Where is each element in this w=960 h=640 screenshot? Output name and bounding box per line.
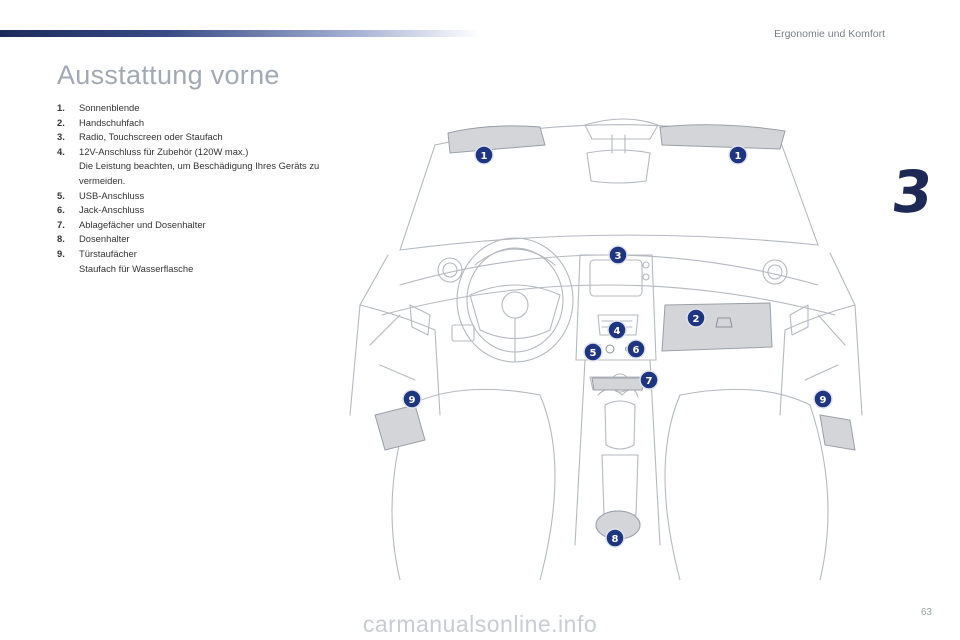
list-item-note: Staufach für Wasserflasche: [79, 262, 194, 274]
badge-8: [606, 529, 624, 547]
badge-5: [584, 343, 602, 361]
list-item: 8. Dosenhalter: [57, 233, 130, 245]
badge-4: [608, 321, 626, 339]
badge-6: [627, 340, 645, 358]
svg-text:6: 6: [632, 345, 640, 356]
badge-9-right: [814, 390, 832, 408]
svg-text:7: 7: [645, 376, 653, 387]
badge-2: [687, 309, 705, 327]
list-item: 1. Sonnenblende: [57, 102, 140, 113]
door-pocket-right: [820, 415, 855, 450]
sun-visor-left: [448, 126, 545, 153]
badge-3: [609, 246, 627, 264]
equipment-list: [57, 101, 327, 276]
svg-text:9: 9: [819, 395, 827, 406]
badge-1-left: [475, 146, 493, 164]
badge-9-left: [403, 390, 421, 408]
chapter-name: Ergonomie und Komfort: [774, 28, 885, 40]
door-pocket-left: [375, 405, 425, 450]
page-number: 63: [920, 607, 932, 618]
rearview-mirror: [587, 150, 650, 183]
list-item-note: Die Leistung beachten, um Beschädigung Ihres Geräts zu vermeiden.: [79, 160, 320, 186]
list-item: 9. Türstaufächer Staufach für Wasserflasche: [57, 247, 327, 276]
header-accent-bar: [0, 30, 480, 37]
watermark: carmanualsonline.info: [362, 611, 598, 637]
badge-7: [640, 371, 658, 389]
list-item: 2. Handschuhfach: [57, 116, 145, 128]
svg-text:8: 8: [611, 534, 619, 545]
svg-text:1: 1: [734, 151, 742, 162]
svg-text:1: 1: [480, 151, 488, 162]
car-interior-illustration: [340, 115, 870, 580]
list-item: 7. Ablagefächer und Dosenhalter: [57, 218, 206, 230]
list-item: 3. Radio, Touchscreen oder Staufach: [57, 131, 223, 143]
chapter-number: 3: [888, 158, 936, 226]
sun-visor-right: [660, 125, 785, 149]
power-socket-12v: [606, 345, 614, 353]
list-item: 6. Jack-Anschluss: [57, 204, 145, 216]
list-item: 4. 12V-Anschluss für Zubehör (120W max.) Die Leistung beachten, um Beschädigung Ihres Geräts zu vermeiden.: [57, 145, 327, 189]
badge-1-right: [729, 146, 747, 164]
svg-text:9: 9: [408, 395, 416, 406]
touchscreen: [590, 260, 642, 296]
page-title: Ausstattung vorne: [57, 60, 280, 90]
svg-text:2: 2: [692, 314, 700, 325]
svg-text:4: 4: [613, 326, 621, 337]
list-item: 5. USB-Anschluss: [57, 189, 145, 201]
svg-text:5: 5: [589, 348, 597, 359]
svg-text:3: 3: [614, 251, 622, 262]
storage-tray: [592, 378, 644, 390]
